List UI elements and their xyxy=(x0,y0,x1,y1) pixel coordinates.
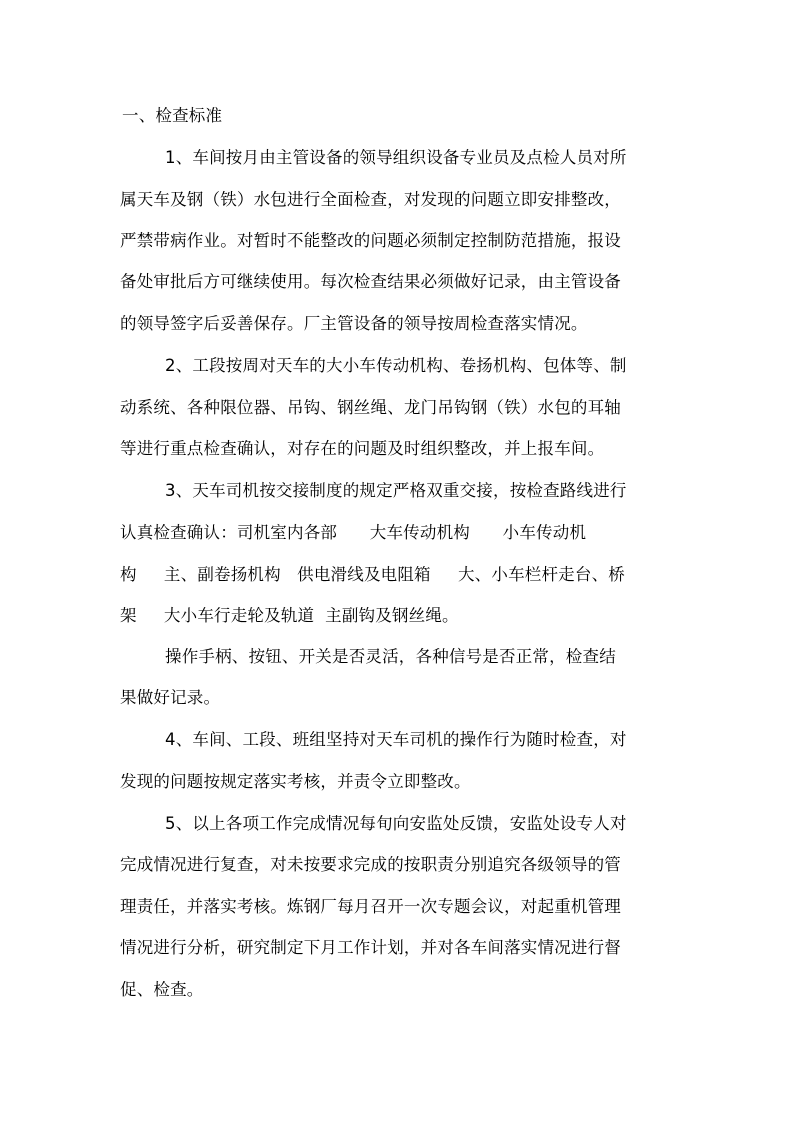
text-line: 理责任，并落实考核。炼钢厂每月召开一次专题会议，对起重机管理 xyxy=(120,897,621,916)
text-line: 3、天车司机按交接制度的规定严格双重交接，按检查路线进行 xyxy=(165,481,627,500)
text-line: 认真检查确认：司机室内各部 大车传动机构 小车传动机 xyxy=(120,523,587,542)
text-line: 动系统、各种限位器、吊钩、钢丝绳、龙门吊钩钢（铁）水包的耳轴 xyxy=(120,398,621,417)
text-line: 发现的问题按规定落实考核，并责令立即整改。 xyxy=(120,772,471,791)
text-line: 完成情况进行复查，对未按要求完成的按职责分别追究各级领导的管 xyxy=(120,855,621,874)
text-line: 1、车间按月由主管设备的领导组织设备专业员及点检人员对所 xyxy=(165,148,627,167)
text-line: 情况进行分析，研究制定下月工作计划，并对各车间落实情况进行督 xyxy=(120,938,621,957)
text-line: 等进行重点检查确认，对存在的问题及时组织整改，并上报车间。 xyxy=(120,439,605,458)
text-line: 严禁带病作业。对暂时不能整改的问题必须制定控制防范措施，报设 xyxy=(120,231,621,250)
text-line: 果做好记录。 xyxy=(120,688,221,707)
text-line: 4、车间、工段、班组坚持对天车司机的操作行为随时检查，对 xyxy=(165,730,627,749)
text-line: 促、检查。 xyxy=(120,980,204,999)
text-line: 构 主、副卷扬机构 供电滑线及电阻箱 大、小车栏杆走台、桥 xyxy=(120,565,625,584)
text-line: 2、工段按周对天车的大小车传动机构、卷扬机构、包体等、制 xyxy=(165,356,627,375)
text-line: 5、以上各项工作完成情况每旬向安监处反馈，安监处设专人对 xyxy=(165,814,627,833)
text-line: 操作手柄、按钮、开关是否灵活，各种信号是否正常，检查结 xyxy=(165,647,616,666)
section-heading: 一、检查标准 xyxy=(122,106,223,125)
text-line: 备处审批后方可继续使用。每次检查结果必须做好记录，由主管设备 xyxy=(120,272,621,291)
text-line: 架 大小车行走轮及轨道 主副钩及钢丝绳。 xyxy=(120,606,459,625)
text-line: 的领导签字后妥善保存。厂主管设备的领导按周检查落实情况。 xyxy=(120,314,588,333)
text-line: 属天车及钢（铁）水包进行全面检查，对发现的问题立即安排整改， xyxy=(120,190,621,209)
